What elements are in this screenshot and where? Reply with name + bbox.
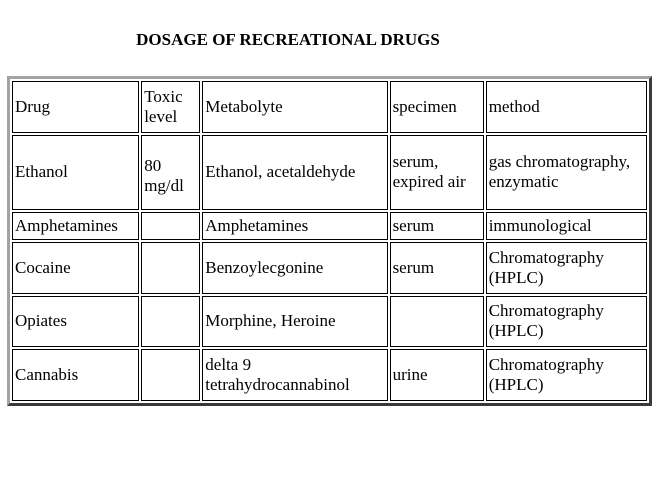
cell-specimen [390, 296, 484, 348]
header-row [12, 81, 647, 133]
cell-specimen: urine [390, 349, 484, 401]
header-toxic-level: Toxic level [141, 81, 200, 133]
table-row [12, 135, 647, 210]
cell-toxic-level [141, 296, 200, 348]
cell-metabolyte: Ethanol, acetaldehyde [202, 135, 387, 210]
cell-specimen: serum [390, 212, 484, 240]
cell-drug: Ethanol [12, 135, 139, 210]
table-row [12, 349, 647, 401]
table-frame [7, 76, 652, 406]
cell-metabolyte: Benzoylecgonine [202, 242, 387, 294]
cell-specimen: serum, expired air [390, 135, 484, 210]
header-metabolyte: Metabolyte [202, 81, 387, 133]
header-specimen: specimen [390, 81, 484, 133]
cell-drug: Cocaine [12, 242, 139, 294]
cell-drug: Opiates [12, 296, 139, 348]
cell-method: Chromatography (HPLC) [486, 242, 647, 294]
cell-method: Chromatography (HPLC) [486, 349, 647, 401]
cell-metabolyte: delta 9 tetrahydrocannabinol [202, 349, 387, 401]
cell-drug: Amphetamines [12, 212, 139, 240]
cell-method: immunological [486, 212, 647, 240]
cell-toxic-level [141, 349, 200, 401]
cell-metabolyte: Amphetamines [202, 212, 387, 240]
table-row [12, 242, 647, 294]
cell-specimen: serum [390, 242, 484, 294]
table-row [12, 296, 647, 348]
cell-metabolyte: Morphine, Heroine [202, 296, 387, 348]
table-row [12, 212, 647, 240]
page-title: DOSAGE OF RECREATIONAL DRUGS [136, 30, 440, 49]
cell-method: Chromatography (HPLC) [486, 296, 647, 348]
cell-method: gas chromatography, enzymatic [486, 135, 647, 210]
cell-toxic-level [141, 242, 200, 294]
header-drug: Drug [12, 81, 139, 133]
drug-dosage-table [10, 79, 649, 403]
header-method: method [486, 81, 647, 133]
cell-drug: Cannabis [12, 349, 139, 401]
cell-toxic-level [141, 212, 200, 240]
cell-toxic-level: 80 mg/dl [141, 135, 200, 210]
